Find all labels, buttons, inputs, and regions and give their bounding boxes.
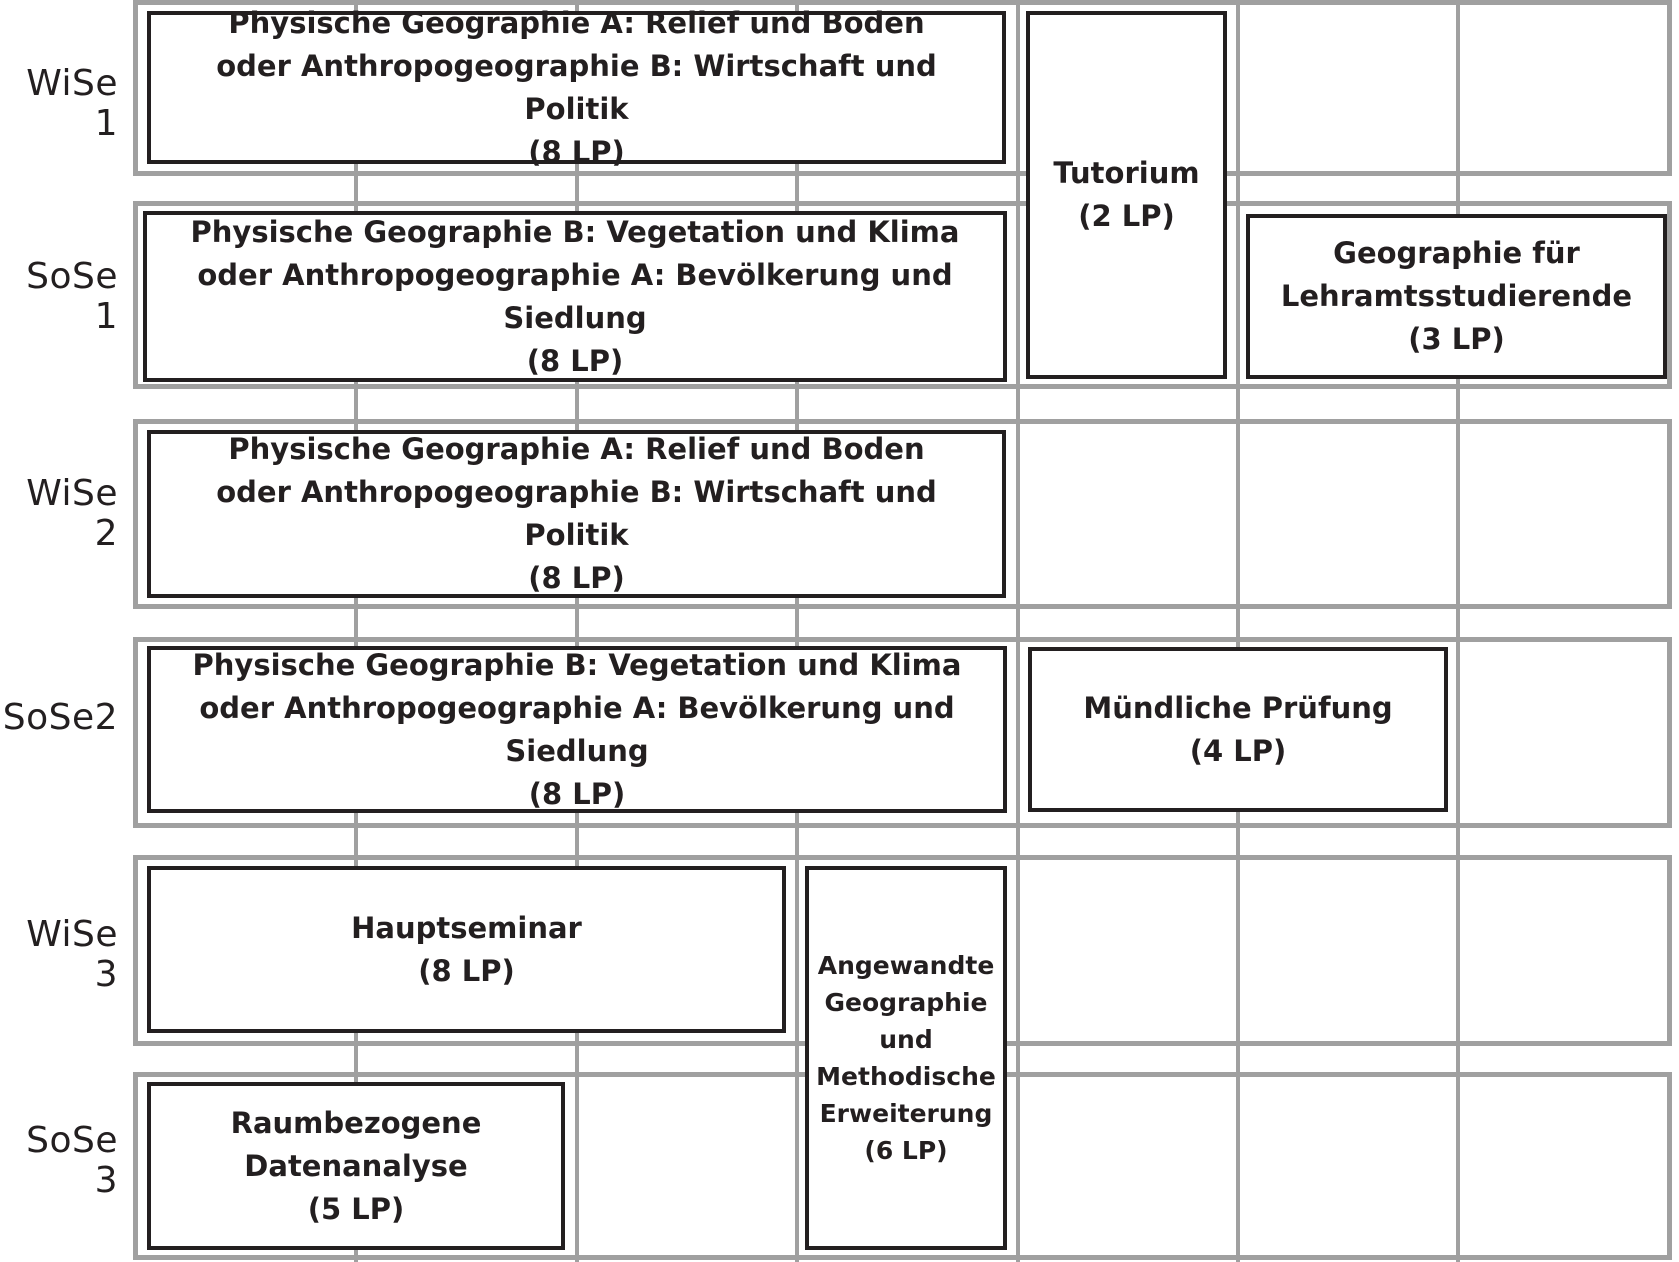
- module-credits: (8 LP): [418, 953, 515, 988]
- module-lehramt: [1246, 214, 1667, 379]
- module-title: Mündliche Prüfung: [1083, 690, 1393, 725]
- module-title: Hauptseminar: [351, 910, 582, 945]
- module-title: Physische Geographie A: Relief und Boden oder Anthropogeographie B: Wirtschaft und Politik: [216, 5, 937, 126]
- semester-label: SoSe 1: [26, 256, 118, 337]
- module-credits: (4 LP): [1189, 733, 1287, 768]
- module-hauptseminar: [147, 866, 786, 1033]
- module-physgeo-b-sose1: [143, 211, 1007, 382]
- module-credits: (8 LP): [528, 776, 626, 811]
- grid-line-col6: [1456, 0, 1460, 1262]
- module-title: Geographie für Lehramtsstudierende: [1280, 236, 1633, 313]
- module-tutorium: [1026, 11, 1227, 379]
- module-title: Physische Geographie B: Vegetation und Klima oder Anthropogeographie A: Bevölkerung und Siedlung: [190, 214, 960, 335]
- grid-line-col5: [1236, 0, 1240, 1262]
- grid-line-col3: [795, 0, 799, 1262]
- semester-label: WiSe 3: [26, 914, 118, 995]
- module-credits: (6 LP): [864, 1136, 948, 1165]
- module-credits: (5 LP): [307, 1191, 405, 1226]
- module-credits: (2 LP): [1078, 199, 1175, 233]
- module-credits: (3 LP): [1408, 322, 1505, 356]
- semester-label: WiSe 2: [26, 473, 118, 554]
- module-title: Physische Geographie B: Vegetation und Klima oder Anthropogeographie A: Bevölkerung und Siedlung: [192, 647, 962, 768]
- semester-label: SoSe 3: [26, 1120, 118, 1201]
- module-physgeo-b-sose2: [147, 646, 1007, 813]
- module-physgeo-a-wise1: [147, 5, 1006, 169]
- module-title: Physische Geographie A: Relief und Boden oder Anthropogeographie B: Wirtschaft und Politik: [216, 432, 937, 552]
- grid-line-col1: [354, 0, 358, 1262]
- semester-label: WiSe 1: [26, 63, 118, 144]
- semester-label: SoSe2: [2, 697, 118, 738]
- grid-line-col2: [575, 0, 579, 1262]
- module-title: Angewandte Geographie und Methodische Erweiterung: [816, 951, 996, 1128]
- module-physgeo-a-wise2: [147, 430, 1006, 598]
- module-credits: (8 LP): [528, 134, 625, 169]
- module-title: Raumbezogene Datenanalyse: [230, 1105, 482, 1183]
- module-muendlich: [1028, 647, 1448, 812]
- grid-line-col4: [1016, 0, 1020, 1262]
- module-title: Tutorium: [1053, 156, 1200, 190]
- module-raumbezogen: [147, 1082, 565, 1250]
- module-credits: (8 LP): [528, 561, 625, 595]
- module-angewandte: [805, 866, 1007, 1250]
- module-credits: (8 LP): [526, 343, 624, 378]
